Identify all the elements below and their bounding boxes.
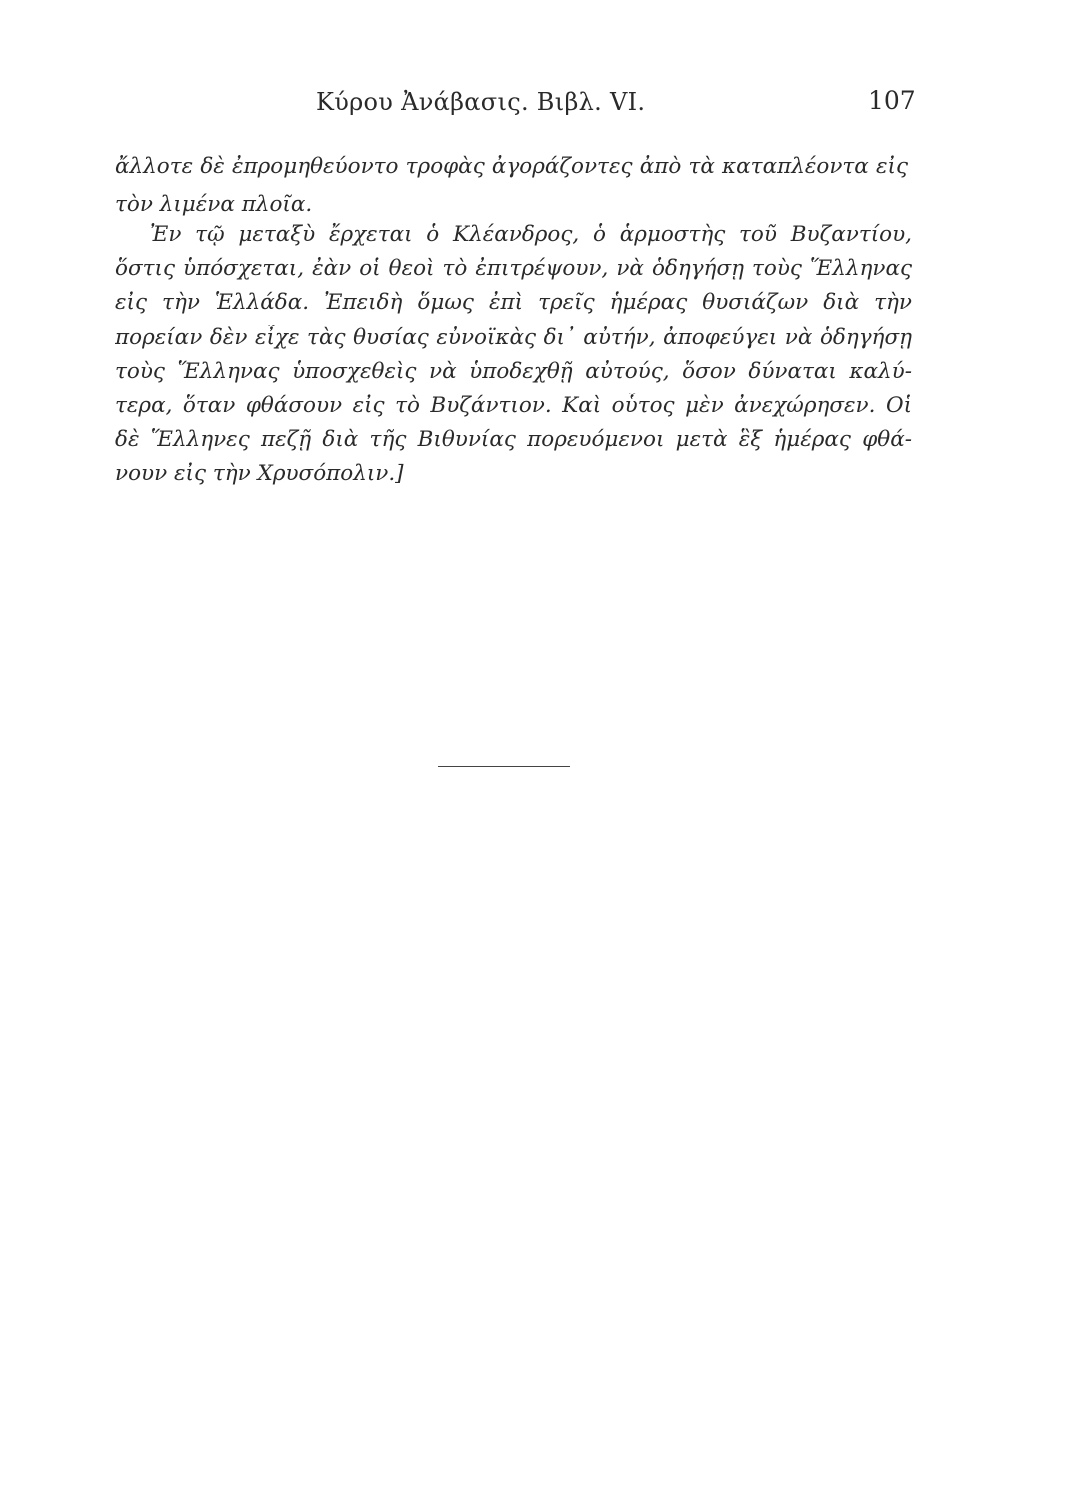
- text-line: Ἐν τῷ μεταξὺ ἔρχεται ὁ Κλέανδρος, ὁ ἁρμοστὴς τοῦ Βυζαντίου,: [150, 222, 912, 247]
- text-line: πορείαν δὲν εἶχε τὰς θυσίας εὐνοϊκὰς δι᾽ αὐτήν, ἀποφεύγει νὰ ὁδηγήσῃ: [115, 325, 912, 350]
- text-line: τοὺς Ἕλληνας ὑποσχεθεὶς νὰ ὑποδεχθῇ αὐτούς, ὅσον δύναται καλύ-: [115, 359, 912, 384]
- text-line: τερα, ὅταν φθάσουν εἰς τὸ Βυζάντιον. Καὶ οὗτος μὲν ἀνεχώρησεν. Οἱ: [115, 393, 912, 418]
- text-line: ἄλλοτε δὲ ἐπρομηθεύοντο τροφὰς ἀγοράζοντες ἀπὸ τὰ καταπλέοντα εἰς: [115, 154, 908, 179]
- text-line: εἰς τὴν Ἑλλάδα. Ἐπειδὴ ὅμως ἐπὶ τρεῖς ἡμέρας θυσιάζων διὰ τὴν: [115, 290, 912, 315]
- page-number: 107: [868, 86, 916, 115]
- section-divider-rule: [438, 766, 570, 767]
- running-head: Κύρου Ἀνάβασις. Βιβλ. VI.: [316, 88, 646, 116]
- text-line: ὅστις ὑπόσχεται, ἐὰν οἱ θεοὶ τὸ ἐπιτρέψουν, νὰ ὁδηγήσῃ τοὺς Ἕλληνας: [115, 256, 912, 281]
- text-line: τὸν λιμένα πλοῖα.: [115, 192, 313, 217]
- text-line: δὲ Ἕλληνες πεζῇ διὰ τῆς Βιθυνίας πορευόμενοι μετὰ ἓξ ἡμέρας φθά-: [115, 427, 912, 452]
- text-line: νουν εἰς τὴν Χρυσόπολιν.]: [115, 461, 404, 486]
